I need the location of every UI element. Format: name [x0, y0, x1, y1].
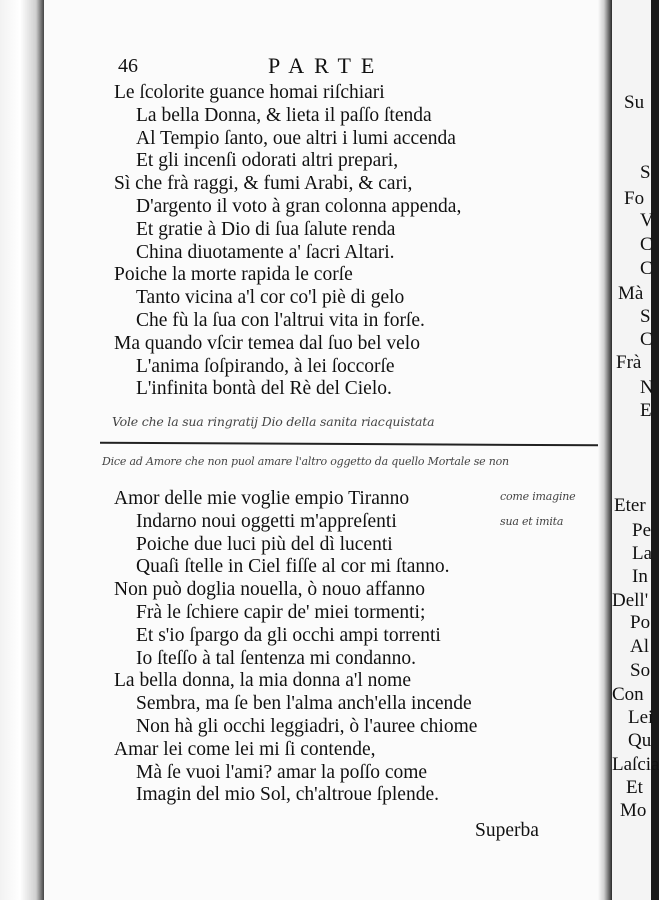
- verse-line: D'argento il voto à gran colonna appenda,: [136, 195, 462, 217]
- verse-line: Poiche la morte rapida le corſe: [114, 264, 353, 286]
- sonnet-one: [114, 82, 584, 401]
- facing-line: Dell': [612, 590, 649, 611]
- facing-line: Qu: [628, 730, 652, 751]
- verse-line: L'infinita bontà del Rè del Cielo.: [136, 378, 392, 400]
- verse-line: Ma quando vſcir temea dal ſuo bel velo: [114, 332, 420, 354]
- verse-line: Imagin del mio Sol, ch'altroue ſplende.: [136, 784, 439, 806]
- verse-line: L'anima ſoſpirando, à lei ſoccorſe: [136, 355, 395, 377]
- sonnet-two: [114, 488, 584, 807]
- verse-line: Quaſi ſtelle in Ciel fiſſe al cor mi ſtanno.: [136, 556, 450, 578]
- book-gutter: [598, 0, 612, 900]
- verse-line: Amar lei come lei mi ſi contende,: [114, 738, 376, 760]
- facing-line: Frà: [616, 352, 642, 373]
- facing-line: Con: [612, 684, 644, 705]
- verse-line: Mà ſe vuoi l'ami? amar la poſſo come: [136, 761, 428, 783]
- facing-line: C: [640, 329, 653, 350]
- verse-line: Sì che frà raggi, & fumi Arabi, & cari,: [114, 173, 413, 195]
- facing-line: Lei: [628, 707, 654, 728]
- verse-line: Poiche due luci più del dì lucenti: [136, 533, 393, 555]
- facing-line: C: [640, 258, 653, 279]
- facing-line: Eter: [614, 495, 646, 516]
- facing-line: La: [632, 543, 653, 564]
- verse-line: Amor delle mie voglie empio Tiranno: [114, 488, 410, 509]
- facing-line: In: [632, 566, 648, 587]
- facing-line: Mo: [620, 800, 647, 821]
- verse-line: Et s'io ſpargo da gli occhi ampi torrenti: [136, 624, 441, 646]
- facing-line: N: [640, 377, 654, 398]
- verse-line: Le ſcolorite guance homai riſchiari: [114, 82, 385, 103]
- facing-line: C: [640, 234, 653, 255]
- page-header: [118, 55, 558, 85]
- verse-line: La bella Donna, & lieta il paſſo ſtenda: [136, 104, 432, 126]
- facing-line: Su: [624, 92, 645, 113]
- handwritten-note: Vole che la sua ringratij Dio della sanita riacquistata: [112, 414, 435, 429]
- handwritten-margin-note: come imagine: [500, 490, 576, 503]
- handwritten-note: Dice ad Amore che non puol amare l'altro oggetto da quello Mortale se non: [102, 455, 509, 468]
- facing-line: E: [640, 400, 652, 421]
- verse-line: Et gli incenſi odorati altri prepari,: [136, 150, 399, 172]
- catchword: Superba: [475, 820, 539, 841]
- verse-line: Et gratie à Dio di ſua ſalute renda: [136, 218, 396, 240]
- facing-line: V: [640, 210, 654, 231]
- facing-line: S: [640, 162, 651, 183]
- verse-line: Frà le ſchiere capir de' miei tormenti;: [136, 601, 426, 623]
- verse-line: Non può doglia nouella, ò nouo affanno: [114, 579, 426, 601]
- facing-line: Et: [626, 777, 643, 798]
- facing-line: So: [630, 660, 651, 681]
- verse-line: Sembra, ma ſe ben l'alma anch'ella incende: [136, 693, 472, 715]
- verse-line: Al Tempio ſanto, oue altri i lumi accenda: [136, 127, 456, 149]
- verse-line: Che fù la ſua con l'altrui vita in forſe.: [136, 309, 425, 331]
- verse-line: Io ſteſſo à tal ſentenza mi condanno.: [136, 647, 416, 669]
- facing-page: [612, 0, 659, 900]
- facing-line: Fo: [624, 188, 645, 209]
- verse-line: China diuotamente a' ſacri Altari.: [136, 241, 395, 263]
- facing-line: Po: [630, 612, 651, 633]
- facing-line: Laſcia: [612, 754, 659, 775]
- handwritten-margin-note: sua et imita: [500, 515, 564, 528]
- verse-line: Indarno noui oggetti m'appreſenti: [136, 510, 397, 532]
- facing-line: Al: [630, 636, 649, 657]
- running-head: PARTE: [268, 53, 385, 78]
- facing-line: Pe: [632, 520, 651, 541]
- verse-line: Tanto vicina a'l cor co'l piè di gelo: [136, 287, 405, 309]
- facing-line: Mà: [618, 283, 644, 304]
- verse-line: La bella donna, la mia donna a'l nome: [114, 670, 411, 692]
- verse-line: Non hà gli occhi leggiadri, ò l'auree chiome: [136, 715, 478, 737]
- facing-line: S: [640, 306, 651, 327]
- page-number: 46: [118, 55, 138, 77]
- book-left-edge: [0, 0, 44, 900]
